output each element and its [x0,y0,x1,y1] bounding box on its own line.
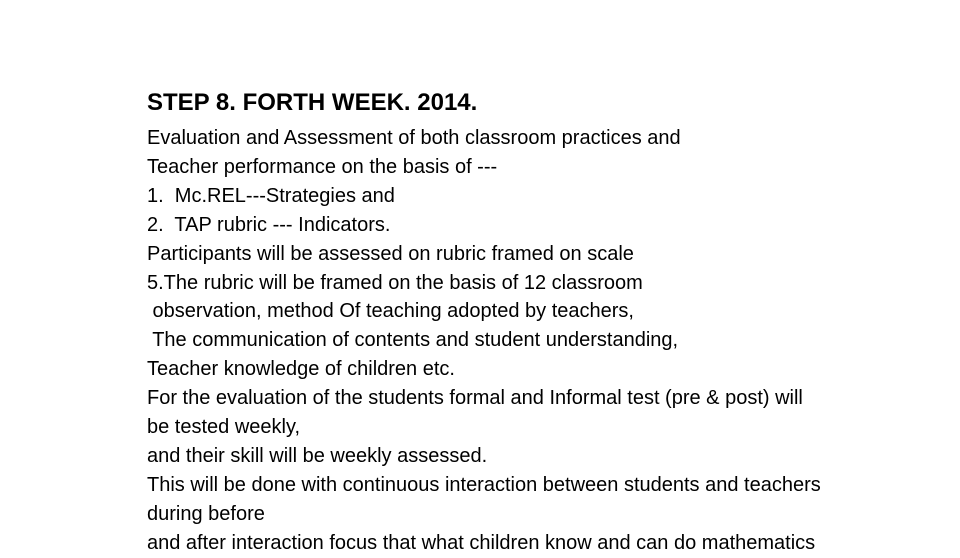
body-line-1: Evaluation and Assessment of both classroom practices and [147,127,681,149]
body-line-6: 5.The rubric will be framed on the basis of 12 classroom [147,271,643,294]
body-line-2: Teacher performance on the basis of --- [147,155,498,178]
body-line-14: during before [147,502,265,525]
body-line-15: and after interaction focus that what children know and can do mathematics [147,531,816,554]
body-line-3: 1. Mc.REL---Strategies and [147,184,395,207]
slide-title: STEP 8. FORTH WEEK. 2014. [147,89,478,116]
slide-content [147,86,947,558]
body-line-5: Participants will be assessed on rubric framed on scale [147,242,634,265]
body-line-11: be tested weekly, [147,416,301,439]
body-line-12: and their skill will be weekly assessed. [147,444,488,467]
body-line-8: The communication of contents and student understanding, [147,329,679,352]
body-line-10: For the evaluation of the students formal and Informal test (pre & post) will [147,387,803,410]
body-line-4: 2. TAP rubric --- Indicators. [147,213,391,236]
body-line-7: observation, method Of teaching adopted by teachers, [147,300,634,323]
body-line-13: This will be done with continuous interaction between students and teachers [147,473,821,496]
body-line-9: Teacher knowledge of children etc. [147,358,455,381]
